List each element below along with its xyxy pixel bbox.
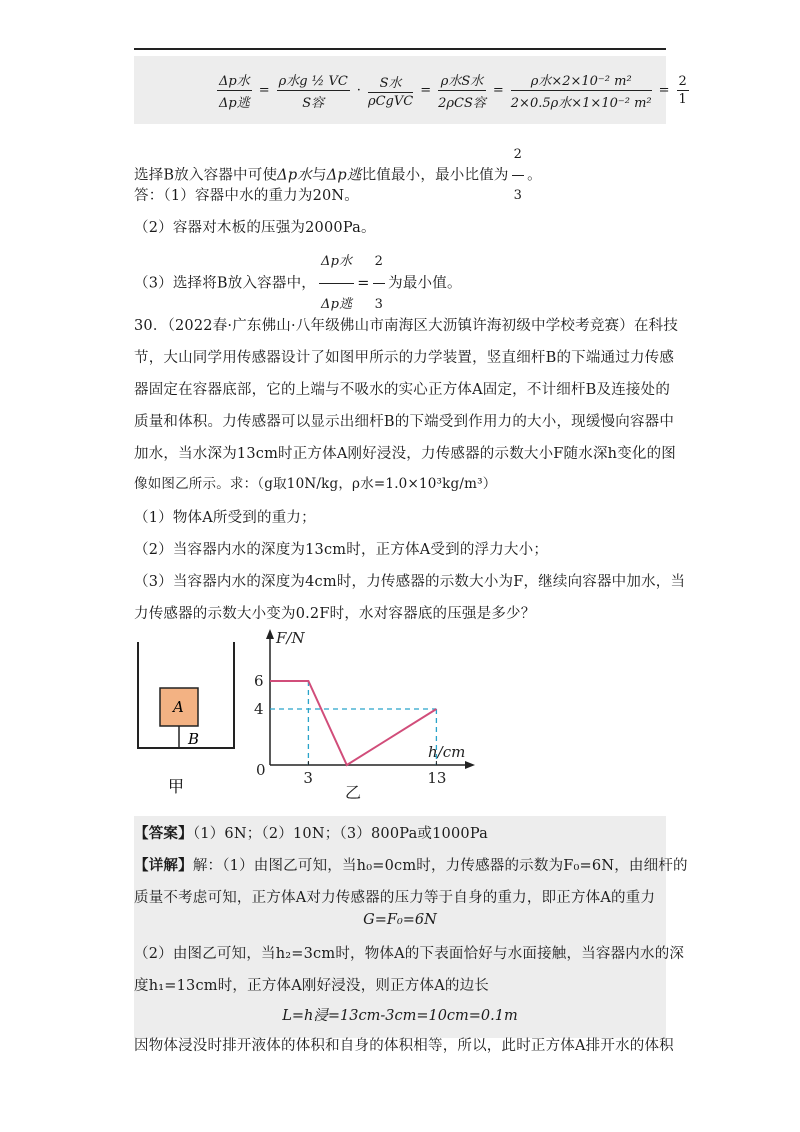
fraction-result: $\frac{2}{1}$ xyxy=(678,73,687,107)
question-line-5: 加水，当水深为13cm时正方体A刚好浸没，力传感器的示数大小F随水深h变化的图 xyxy=(134,446,676,462)
detail-equation-1: G=F₀=6N xyxy=(363,912,437,928)
x-tick-3: 3 xyxy=(303,769,313,787)
y-tick-4: 4 xyxy=(254,700,264,718)
sub-question-2: （2）当容器内水的深度为13cm时，正方体A受到的浮力大小； xyxy=(134,542,549,558)
question-line-2: 节，大山同学用传感器设计了如图甲所示的力学装置，竖直细杆B的下端通过力传感 xyxy=(134,350,675,366)
origin-label: 0 xyxy=(256,761,266,779)
detail-equation-2: L=h浸=13cm-3cm=10cm=0.1m xyxy=(282,1008,518,1024)
y-axis-arrow xyxy=(266,629,274,639)
question-line-3: 器固定在容器底部，它的上端与不吸水的实心正方体A固定，不计细杆B及连接处的 xyxy=(134,382,671,398)
top-rule xyxy=(134,48,666,50)
x-axis-arrow xyxy=(465,761,475,769)
answer-line-3: （3）选择将B放入容器中， $\frac{\text{Δp水}}{\text{Δp逃}}$ = $\frac{2}{3}$ 为最小值。 xyxy=(134,242,462,325)
series-line xyxy=(270,681,436,765)
cube-a-label: A xyxy=(173,698,184,716)
figure-jia-caption: 甲 xyxy=(168,777,185,796)
detail-line-1: 【详解】解：（1）由图乙可知，当h₀=0cm时，力传感器的示数为F₀=6N，由细杆的 xyxy=(134,857,688,874)
detail-line-2: 质量不考虑可知，正方体A对力传感器的压力等于自身的重力，即正方体A的重力 xyxy=(134,890,656,906)
question-line-1: 30．（2022春·广东佛山·八年级佛山市南海区大沥镇许海初级中学校考竞赛）在科技 xyxy=(134,318,679,334)
figure-yi-chart xyxy=(250,625,490,805)
figure-jia xyxy=(130,640,250,800)
question-line-6: 像如图乙所示。求：（g取10N/kg，ρ水=1.0×10³kg/m³） xyxy=(134,476,497,492)
detail-line-5: 因物体浸没时排开液体的体积和自身的体积相等，所以，此时正方体A排开水的体积 xyxy=(134,1038,674,1054)
y-tick-6: 6 xyxy=(254,672,264,690)
sub-question-1: （1）物体A所受到的重力； xyxy=(134,510,316,526)
sub-question-3b: 力传感器的示数大小变为0.2F时，水对容器底的压强是多少？ xyxy=(134,606,536,622)
figure-yi-caption: 乙 xyxy=(345,783,362,802)
question-line-4: 质量和体积。力传感器可以显示出细杆B的下端受到作用力的大小，现缓慢向容器中 xyxy=(134,414,675,430)
answer-line-1: 答：（1）容器中水的重力为20N。 xyxy=(134,188,360,204)
x-axis-label: h/cm xyxy=(428,743,466,761)
fraction-4: $\frac{\text{ρ水×2×10⁻² m²}}{\text{2×0.5ρ水×1×10⁻² m²}}$ xyxy=(511,70,652,111)
x-tick-13: 13 xyxy=(427,769,447,787)
fraction-1: $\frac{\text{ρ水g ½ VC}}{\text{S容}}$ xyxy=(277,70,350,111)
ratio-formula: $\frac{\text{Δp水}}{\text{Δp逃}}$ = $\frac{\text{ρ水g ½ VC}}{\text{S容}}$ · $\frac{\text{S水}}{\text{ρCgVC}}$ = $\frac{\text{ρ水S水}}{\text{2ρCS容}}$ = $\frac{\text{ρ水×2×10⁻² m²}}{\text{2×0.5ρ水×1×10⁻² m²}}$ = $\frac{2}{1}$ xyxy=(214,60,692,120)
detail-line-3: （2）由图乙可知，当h₂=3cm时，物体A的下表面恰好与水面接触，当容器内水的深 xyxy=(134,946,685,962)
rod-b-label: B xyxy=(188,730,200,748)
answer-line: 【答案】（1）6N；（2）10N；（3）800Pa或1000Pa xyxy=(134,825,488,842)
fraction-2: $\frac{\text{S水}}{\text{ρCgVC}}$ xyxy=(368,72,413,109)
fraction-3: $\frac{\text{ρ水S水}}{\text{2ρCS容}}$ xyxy=(438,70,486,111)
conclusion-line: 选择B放入容器中可使Δp水与Δp逃比值最小，最小比值为 $\frac{2}{3}$ 。 xyxy=(134,136,542,215)
y-axis-label: F/N xyxy=(276,629,305,647)
answer-line-2: （2）容器对木板的压强为2000Pa。 xyxy=(134,220,376,236)
detail-line-4: 度h₁=13cm时，正方体A刚好浸没，则正方体A的边长 xyxy=(134,978,489,994)
sub-question-3a: （3）当容器内水的深度为4cm时，力传感器的示数大小为F，继续向容器中加水，当 xyxy=(134,574,686,590)
fraction-lhs: $\frac{\text{Δp水}}{\text{Δp逃}}$ xyxy=(217,70,252,111)
